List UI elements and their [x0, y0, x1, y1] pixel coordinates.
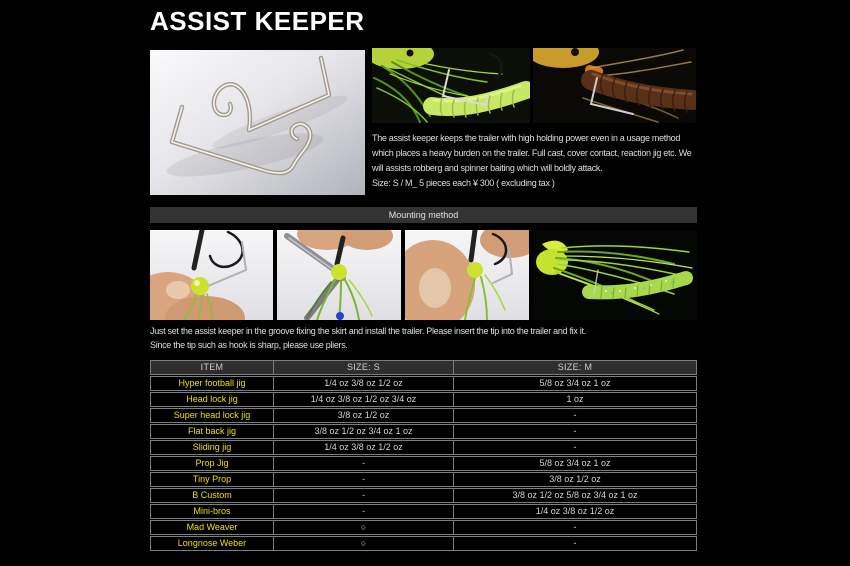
- size-s-cell: 1/4 oz 3/8 oz 1/2 oz: [273, 441, 453, 454]
- size-m-cell: 3/8 oz 1/2 oz 5/8 oz 3/4 oz 1 oz: [453, 489, 696, 502]
- mounting-step-3-photo: [405, 230, 529, 320]
- item-name-cell: Head lock jig: [186, 394, 238, 404]
- table-row: [150, 488, 697, 503]
- description-line: Size: S / M_ 5 pieces each ¥ 300 ( excluding tax ): [372, 178, 555, 188]
- size-m-cell: -: [453, 537, 696, 550]
- item-name-cell: Longnose Weber: [177, 538, 247, 548]
- item-name-cell: Prop Jig: [195, 458, 229, 468]
- item-name-cell: Flat back jig: [187, 426, 237, 436]
- size-s-cell: 1/4 oz 3/8 oz 1/2 oz 3/4 oz: [273, 393, 453, 406]
- item-name-cell: Mini-bros: [193, 506, 231, 516]
- item-name-cell: B Custom: [192, 490, 232, 500]
- item-name-cell: Hyper football jig: [178, 378, 246, 388]
- column-header-size-s: SIZE: S: [273, 361, 453, 374]
- size-m-cell: 1 oz: [453, 393, 696, 406]
- column-header-item: ITEM: [200, 362, 224, 372]
- size-m-cell: -: [453, 409, 696, 422]
- brown-jig-photo-icon: [533, 48, 696, 123]
- size-s-cell: -: [273, 457, 453, 470]
- size-s-cell: 3/8 oz 1/2 oz: [273, 409, 453, 422]
- item-name-cell: Sliding jig: [192, 442, 232, 452]
- size-table: [150, 360, 697, 552]
- table-row: [150, 424, 697, 439]
- mounting-step-1-photo: [150, 230, 273, 320]
- item-name-cell: Tiny Prop: [192, 474, 232, 484]
- size-m-cell: 5/8 oz 3/4 oz 1 oz: [453, 377, 696, 390]
- size-m-cell: -: [453, 521, 696, 534]
- description-line: will assists robberg and spinner baiting which will boldly attack.: [372, 163, 603, 173]
- instruction-line: Just set the assist keeper in the groove fixing the skirt and install the trailer. Please insert the tip into the trailer and fix it.: [150, 326, 586, 336]
- mounting-step-2-photo: [277, 230, 401, 320]
- mounting-step-2-icon: [277, 230, 401, 320]
- table-row: [150, 472, 697, 487]
- finished-jig-icon: [534, 230, 697, 320]
- table-row: [150, 408, 697, 423]
- mounting-method-bar: [150, 207, 697, 223]
- wire-keeper-photo-icon: [150, 50, 365, 195]
- size-s-cell: -: [273, 489, 453, 502]
- page-title: ASSIST KEEPER: [150, 6, 365, 36]
- mounting-step-3-icon: [405, 230, 529, 320]
- instruction-line: Since the tip such as hook is sharp, please use pliers.: [150, 340, 348, 350]
- size-s-cell: ○: [273, 537, 453, 550]
- table-row: [150, 536, 697, 551]
- mounting-step-1-icon: [150, 230, 273, 320]
- mounting-instructions: [150, 324, 586, 352]
- chartreuse-jig-photo-icon: [372, 48, 530, 123]
- size-m-cell: -: [453, 441, 696, 454]
- usage-photo-brown-jig: [533, 48, 696, 123]
- size-s-cell: 3/8 oz 1/2 oz 3/4 oz 1 oz: [273, 425, 453, 438]
- table-row: [150, 392, 697, 407]
- table-row: [150, 520, 697, 535]
- product-photo: [150, 50, 365, 195]
- size-m-cell: -: [453, 425, 696, 438]
- description-line: which places a heavy burden on the trailer. Full cast, cover contact, reaction jig etc. We: [372, 148, 692, 158]
- mounting-photos-row: [150, 230, 697, 320]
- description-line: The assist keeper keeps the trailer with high holding power even in a usage method: [372, 133, 681, 143]
- size-s-cell: -: [273, 473, 453, 486]
- size-s-cell: 1/4 oz 3/8 oz 1/2 oz: [273, 377, 453, 390]
- usage-photo-chartreuse-jig: [372, 48, 530, 123]
- mounting-method-label: Mounting method: [388, 210, 459, 220]
- size-m-cell: 1/4 oz 3/8 oz 1/2 oz: [453, 505, 696, 518]
- table-row: [150, 376, 697, 391]
- size-table-body: [150, 376, 697, 551]
- table-row: [150, 504, 697, 519]
- size-s-cell: ○: [273, 521, 453, 534]
- table-row: [150, 456, 697, 471]
- mounting-step-4-photo: [534, 230, 697, 320]
- size-s-cell: -: [273, 505, 453, 518]
- size-m-cell: 5/8 oz 3/4 oz 1 oz: [453, 457, 696, 470]
- item-name-cell: Super head lock jig: [173, 410, 251, 420]
- item-name-cell: Mad Weaver: [186, 522, 238, 532]
- size-m-cell: 3/8 oz 1/2 oz: [453, 473, 696, 486]
- table-header-row: [150, 360, 697, 375]
- product-description: [372, 131, 712, 191]
- column-header-size-m: SIZE: M: [453, 361, 696, 374]
- table-row: [150, 440, 697, 455]
